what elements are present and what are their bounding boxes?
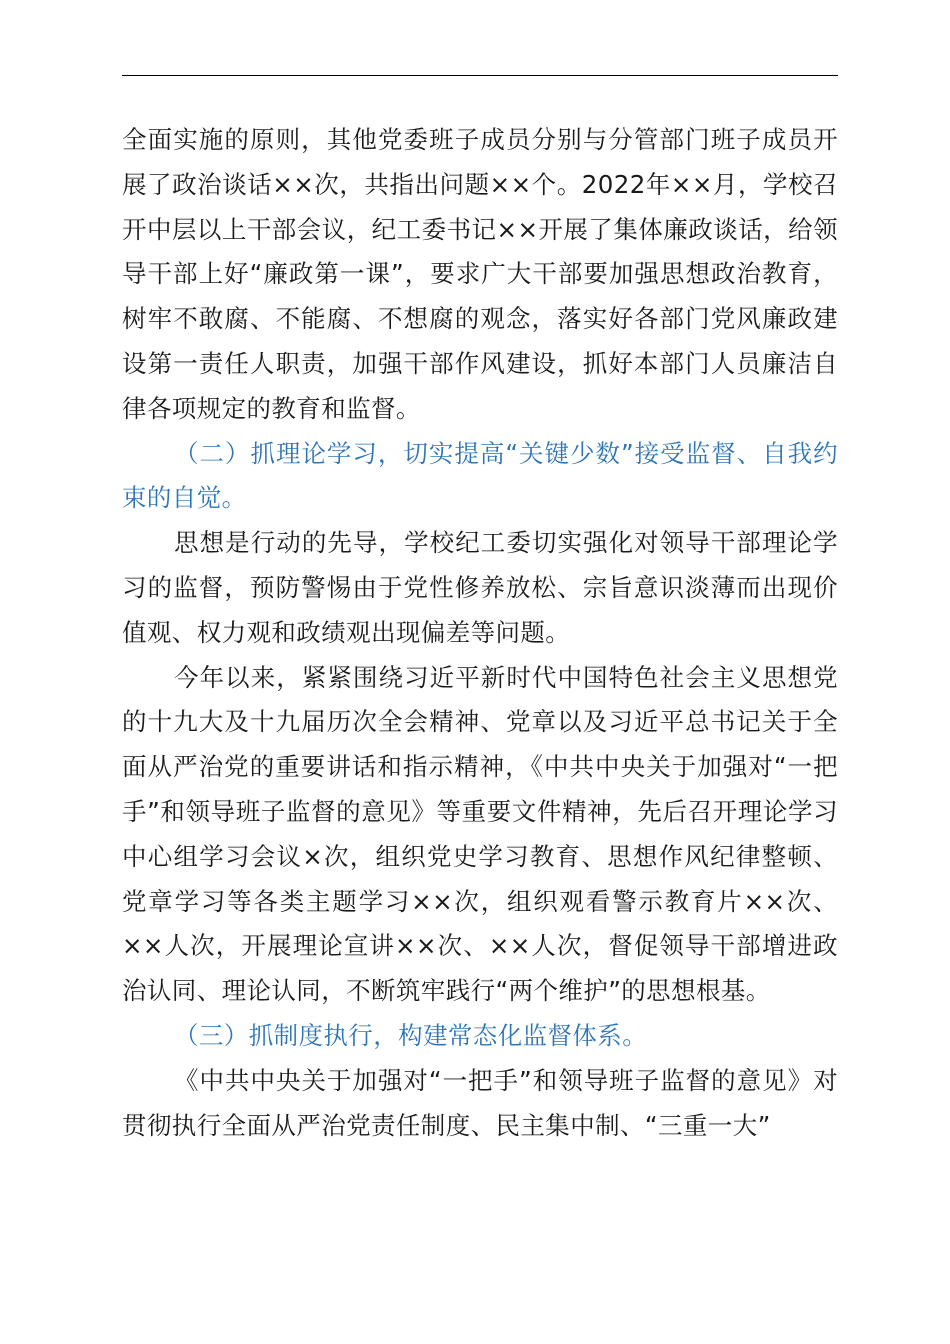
header-rule (122, 75, 838, 76)
body-paragraph: 《中共中央关于加强对“一把手”和领导班子监督的意见》对贯彻执行全面从严治党责任制度、民主集中制、“三重一大” (122, 1065, 838, 1140)
body-paragraph: 全面实施的原则，其他党委班子成员分别与分管部门班子成员开展了政治谈话××次，共指出问题××个。2022年××月，学校召开中层以上干部会议，纪工委书记××开展了集体廉政谈话，给领导干部上好“廉政第一课”，要求广大干部要加强思想政治教育，树牢不敢腐、不能腐、不想腐的观念，落实好各部门党风廉政建设第一责任人职责，加强干部作风建设，抓好本部门人员廉洁自律各项规定的教育和监督。 (122, 125, 838, 423)
section-heading-2: （二）抓理论学习，切实提高“关键少数”接受监督、自我约束的自觉。 (122, 438, 838, 513)
body-paragraph: 思想是行动的先导，学校纪工委切实强化对领导干部理论学习的监督，预防警惕由于党性修养放松、宗旨意识淡薄而出现价值观、权力观和政绩观出现偏差等问题。 (122, 528, 838, 647)
body-paragraph: 今年以来，紧紧围绕习近平新时代中国特色社会主义思想党的十九大及十九届历次全会精神、党章以及习近平总书记关于全面从严治党的重要讲话和指示精神，《中共中央关于加强对“一把手”和领导班子监督的意见》等重要文件精神，先后召开理论学习中心组学习会议×次，组织党史学习教育、思想作风纪律整顿、党章学习等各类主题学习××次，组织观看警示教育片××次、××人次，开展理论宣讲××次、××人次，督促领导干部增进政治认同、理论认同，不断筑牢践行“两个维护”的思想根基。 (122, 662, 838, 1006)
document-body (122, 118, 838, 1148)
section-heading-3: （三）抓制度执行，构建常态化监督体系。 (174, 1020, 648, 1050)
